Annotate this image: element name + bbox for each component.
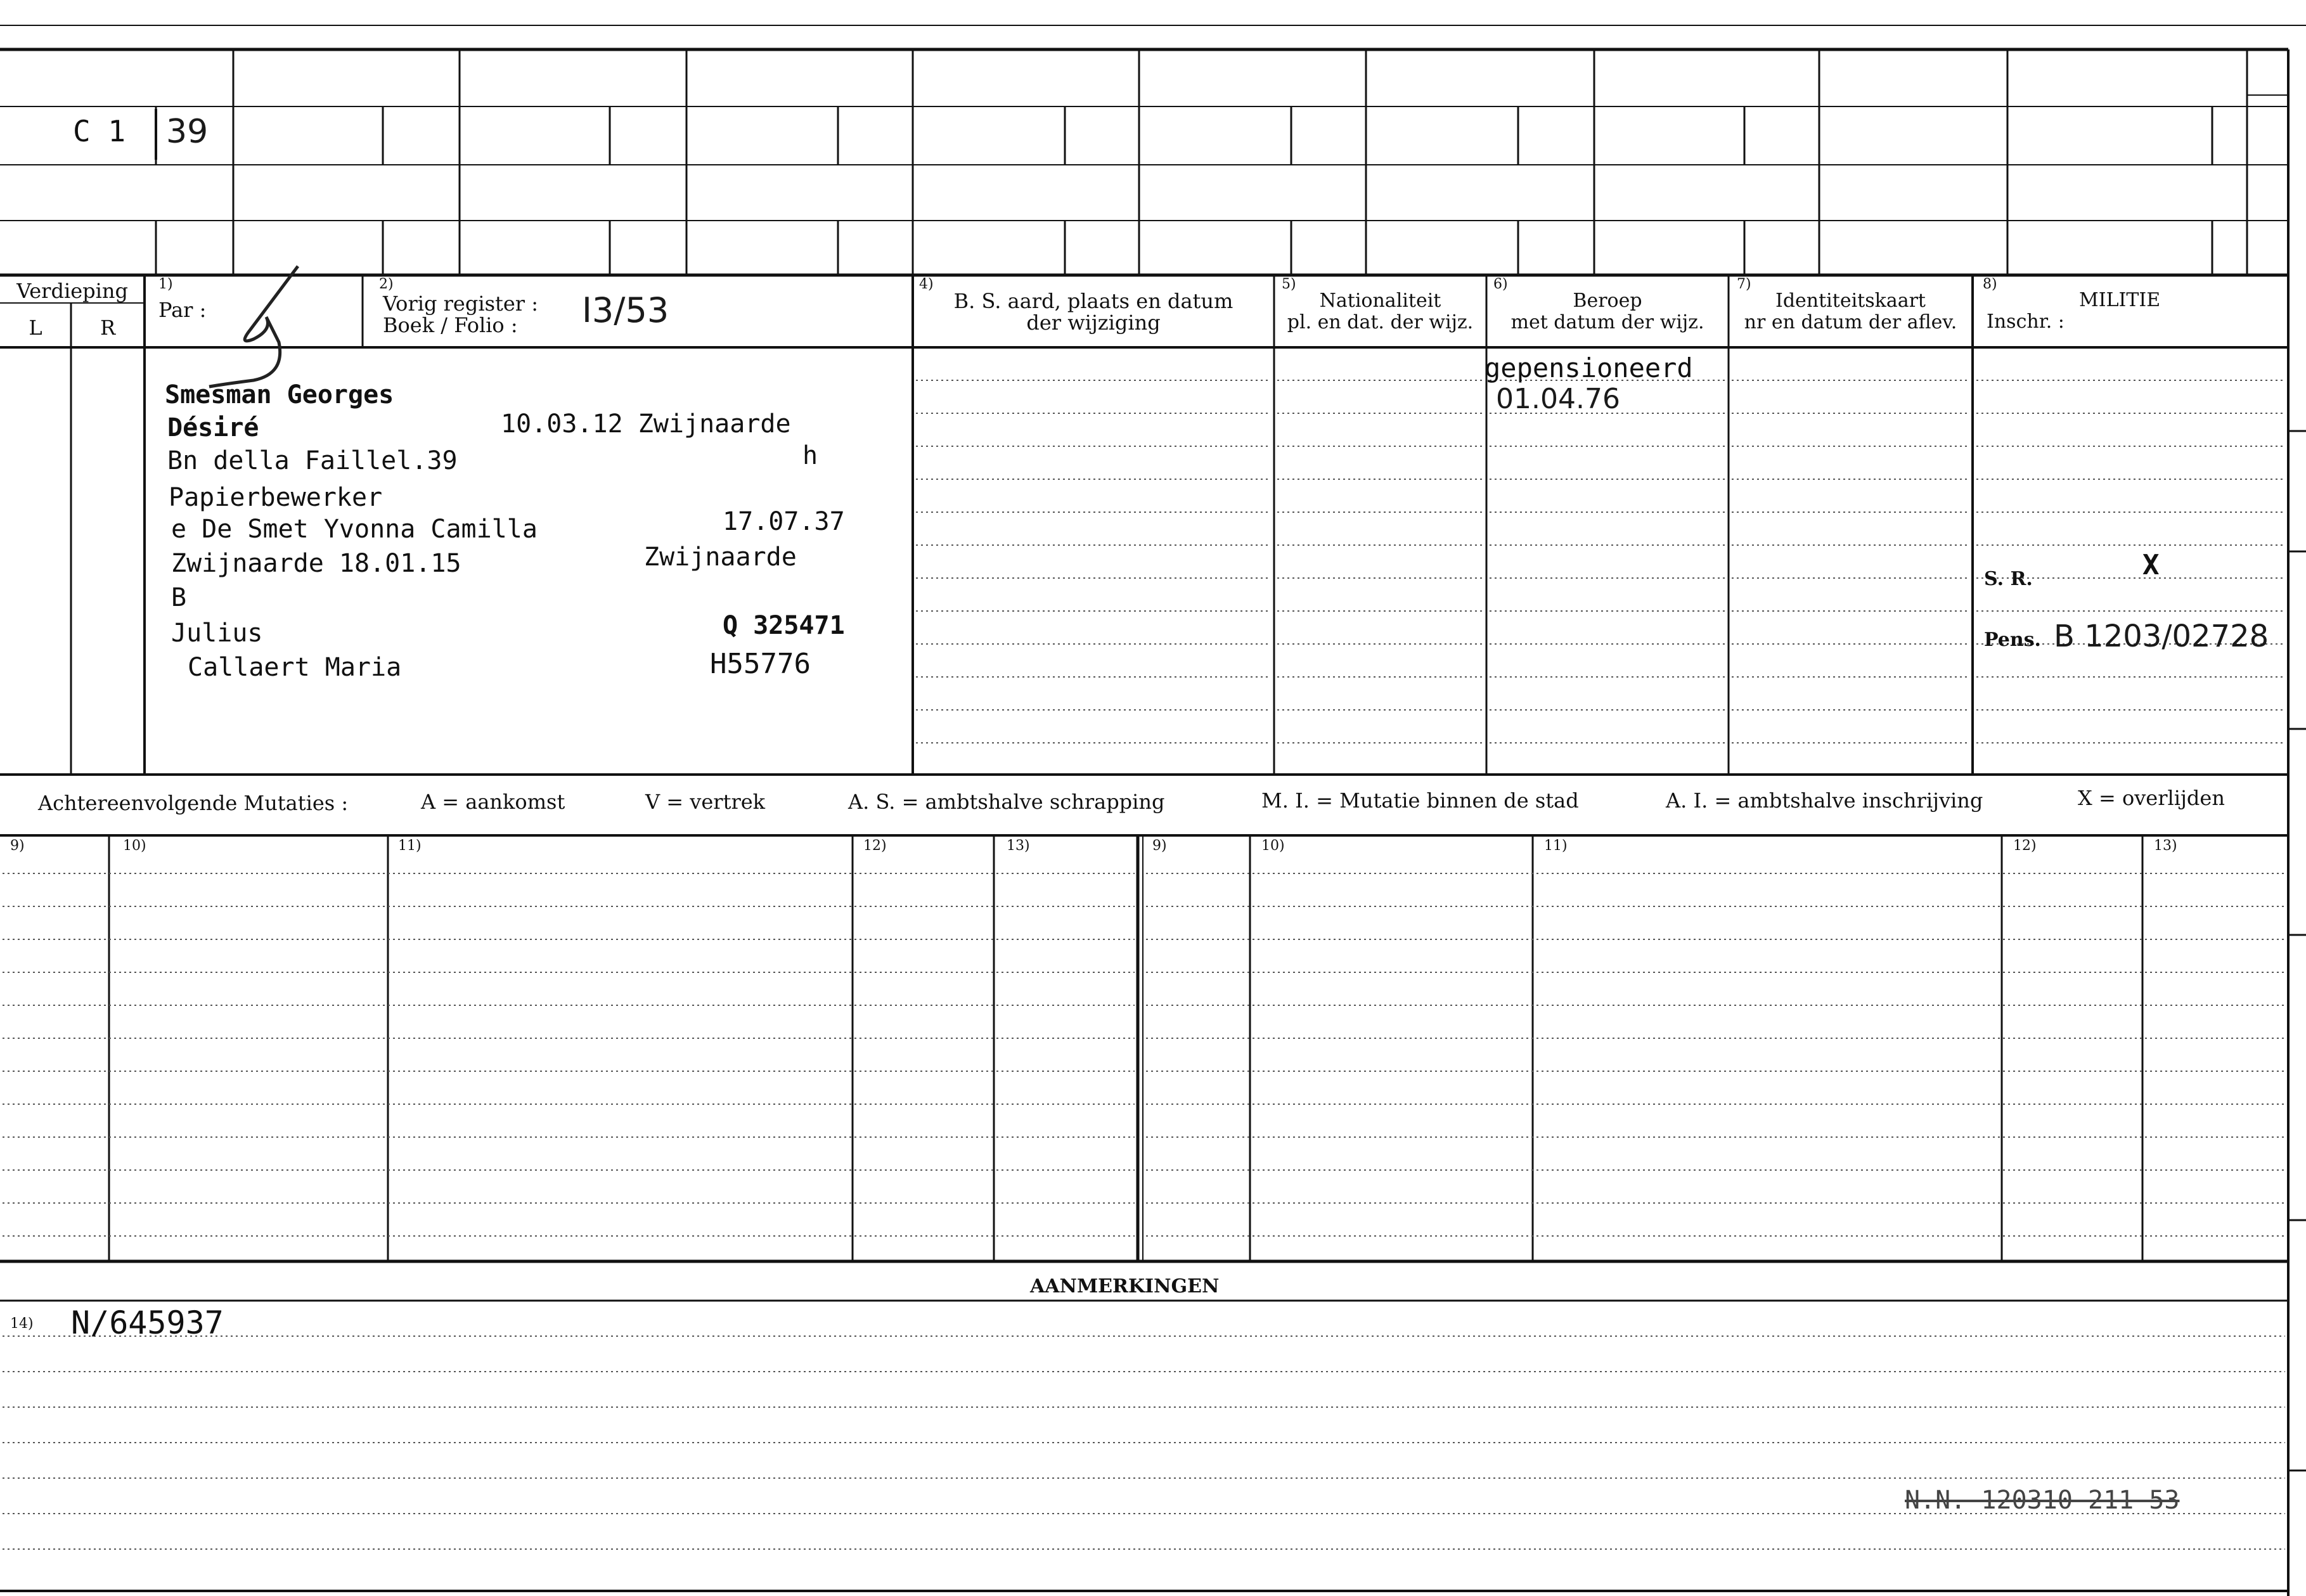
- field-number-14: 14): [10, 1316, 34, 1332]
- beroep-line1: Beroep: [1573, 290, 1642, 312]
- beroep-date: 01.04.76: [1496, 383, 1620, 415]
- person-first-name: Désiré: [167, 413, 259, 442]
- mother-name: Callaert Maria: [188, 653, 402, 682]
- household-mark: h: [802, 441, 818, 470]
- marriage-date: 17.07.37: [723, 507, 845, 536]
- vorig-register-value: I3/53: [582, 290, 669, 330]
- verdieping-label: Verdieping: [16, 279, 128, 303]
- spouse-birth-place: Zwijnaarde: [644, 543, 797, 572]
- spouse-name: e De Smet Yvonna Camilla: [171, 515, 538, 544]
- nationaliteit-line2: pl. en dat. der wijz.: [1287, 311, 1474, 333]
- mutaties-title: Achtereenvolgende Mutaties :: [38, 791, 349, 815]
- bs-header-line1: B. S. aard, plaats en datum: [953, 289, 1234, 313]
- vorig-register-label: Vorig register :: [383, 292, 539, 316]
- field-number-7: 7): [1737, 276, 1751, 292]
- bs-header-line2: der wijziging: [1026, 311, 1161, 335]
- par-label: Par :: [158, 298, 207, 322]
- legend-mutatie-binnen-stad: M. I. = Mutatie binnen de stad: [1261, 788, 1579, 813]
- mut-right-col-13: 13): [2154, 838, 2177, 854]
- legend-vertrek: V = vertrek: [645, 790, 766, 814]
- mut-right-col-12: 12): [2013, 838, 2037, 854]
- mother-id: H55776: [710, 648, 811, 680]
- person-name: Smesman Georges: [165, 380, 394, 409]
- identiteitskaart-line1: Identiteitskaart: [1775, 290, 1926, 312]
- b-mark: B: [171, 583, 187, 612]
- col-r-label: R: [100, 316, 116, 340]
- register-number: 39: [166, 113, 209, 151]
- identiteitskaart-header: [1729, 290, 1973, 333]
- boek-folio-label: Boek / Folio :: [383, 313, 518, 337]
- mut-left-col-11: 11): [398, 838, 422, 854]
- inschr-label: Inschr. :: [1987, 311, 2064, 333]
- identiteitskaart-line2: nr en datum der aflev.: [1744, 311, 1957, 333]
- beroep-header: [1486, 290, 1729, 333]
- person-birth: 10.03.12 Zwijnaarde: [501, 409, 791, 439]
- mut-left-col-12: 12): [863, 838, 887, 854]
- beroep-line2: met datum der wijz.: [1510, 311, 1704, 333]
- nationaliteit-header: [1274, 290, 1486, 333]
- register-code: C 1: [73, 114, 126, 148]
- col-l-label: L: [29, 316, 42, 340]
- field-number-2: 2): [379, 276, 394, 292]
- father-id: Q 325471: [723, 611, 845, 640]
- aanmerkingen-value: N/645937: [71, 1304, 224, 1341]
- footer-reference: N.N. 120310 211 53: [1905, 1486, 2180, 1515]
- field-number-4: 4): [919, 276, 934, 292]
- field-number-1: 1): [158, 276, 173, 292]
- militie-label: MILITIE: [2079, 289, 2161, 311]
- mut-left-col-9: 9): [10, 838, 25, 854]
- field-number-5: 5): [1282, 276, 1296, 292]
- aanmerkingen-title: AANMERKINGEN: [1030, 1275, 1220, 1297]
- legend-ambtshalve-inschrijving: A. I. = ambtshalve inschrijving: [1666, 788, 1983, 813]
- field-number-8: 8): [1983, 276, 1997, 292]
- mut-right-col-9: 9): [1152, 838, 1167, 854]
- legend-overlijden: X = overlijden: [2078, 786, 2225, 810]
- bs-header: [913, 290, 1274, 333]
- par-handwritten-mark: [209, 266, 298, 387]
- father-name: Julius: [171, 619, 263, 648]
- pens-value: B 1203/02728: [2054, 619, 2269, 654]
- pens-label: Pens.: [1984, 629, 2041, 651]
- field-number-6: 6): [1493, 276, 1508, 292]
- nationaliteit-line1: Nationaliteit: [1319, 290, 1441, 312]
- legend-aankomst: A = aankomst: [421, 790, 565, 814]
- mut-right-col-11: 11): [1544, 838, 1568, 854]
- mut-right-col-10: 10): [1261, 838, 1285, 854]
- spouse-birth: Zwijnaarde 18.01.15: [171, 549, 461, 578]
- beroep-value: gepensioneerd: [1485, 352, 1693, 383]
- sr-label: S. R.: [1984, 568, 2033, 590]
- mut-left-col-13: 13): [1007, 838, 1030, 854]
- person-occupation: Papierbewerker: [169, 483, 383, 512]
- legend-ambtshalve-schrapping: A. S. = ambtshalve schrapping: [848, 790, 1165, 814]
- code-divider: [155, 109, 157, 160]
- mut-left-col-10: 10): [123, 838, 146, 854]
- sr-value: X: [2142, 549, 2160, 581]
- person-address: Bn della Faillel.39: [167, 446, 458, 475]
